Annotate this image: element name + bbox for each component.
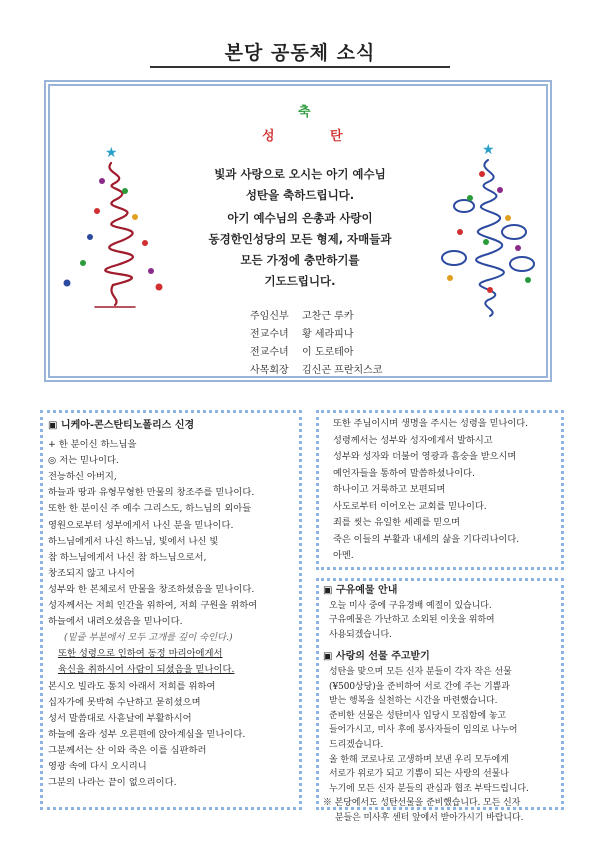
offering-line: 오늘 미사 중에 구유경배 예절이 있습니다.	[329, 600, 492, 611]
creed-line: 성부와 성자와 더불어 영광과 흠숭을 받으시며	[333, 451, 517, 462]
creed-line: 성부와 한 본체로서 만물을 창조하셨음을 믿나이다.	[48, 583, 255, 595]
signature-name: 황 세라피나	[302, 329, 354, 340]
creed-line: 죽은 이들의 부활과 내세의 삶을 기다리나이다.	[333, 533, 520, 545]
offering-line: 구유예물은 가난하고 소외된 이웃을 위하여	[329, 615, 495, 626]
creed-line: + 한 분이신 하느님을	[48, 439, 137, 451]
creed-line: 영원으로부터 성부에게서 나신 분을 믿나이다.	[48, 519, 234, 531]
gift-line: 성탄을 맞으며 모든 신자 분들이 각자 작은 선물	[329, 666, 512, 677]
svg-text:★: ★	[105, 145, 118, 161]
signature-name: 이 도로테아	[302, 347, 354, 358]
gift-heading: ▣ 사랑의 선물 주고받기	[323, 651, 430, 663]
creed-line: 하느님에게서 나신 하느님, 빛에서 나신 빛	[48, 535, 219, 547]
greeting-paragraph-2	[160, 208, 440, 292]
creed-line: 성서 말씀대로 사흗날에 부활하시어	[48, 712, 192, 724]
creed-line: 창조되지 않고 나시어	[48, 567, 135, 579]
creed-line: 예언자들을 통하여 말씀하셨나이다.	[333, 467, 475, 479]
gift-line: 준비한 선물은 성탄미사 입당시 모집함에 놓고	[329, 710, 506, 721]
christmas-tree-red-icon	[55, 145, 175, 315]
signature-name: 고찬근 루카	[302, 311, 354, 322]
greeting-line: 동경한인성당의 모든 형제, 자매들과	[208, 232, 392, 246]
svg-text:★: ★	[482, 142, 495, 158]
signature-block	[250, 308, 382, 380]
christmas-tree-blue-icon	[430, 140, 545, 320]
signature-row	[250, 362, 382, 380]
creed-content	[48, 418, 298, 791]
headline-top: 축	[298, 105, 311, 120]
creed-line: 본시오 빌라도 통치 아래서 저희를 위하여	[48, 680, 216, 692]
creed-line: 하늘에 올라 성부 오른편에 앉아계심을 믿나이다.	[48, 728, 246, 740]
creed-note: (밑줄 부분에서 모두 고개를 깊이 숙인다.)	[64, 632, 233, 644]
creed-line: 참 하느님에게서 나신 참 하느님으로서,	[48, 551, 207, 563]
headline-left: 성	[262, 129, 275, 144]
signature-row	[250, 326, 382, 344]
creed-line: 또한 주님이시며 생명을 주시는 성령을 믿나이다.	[333, 418, 529, 429]
creed-line-underlined: 육신을 취하시어 사람이 되셨음을 믿나이다.	[58, 664, 235, 676]
greeting-paragraph-1	[160, 164, 440, 206]
greeting-line: 기도드립니다.	[264, 274, 336, 288]
signature-name: 김신곤 프란치스코	[302, 365, 383, 376]
signature-role: 전교수녀	[250, 347, 289, 358]
creed-line-underlined: 또한 성령으로 인하여 동정 마리아에게서	[58, 648, 223, 660]
creed-line: 죄를 씻는 유일한 세례를 믿으며	[333, 517, 461, 528]
signature-role: 사목회장	[250, 365, 289, 376]
signature-role: 전교수녀	[250, 329, 289, 340]
page-title: 본당 공동체 소식	[224, 42, 376, 64]
creed-line: 아멘.	[333, 550, 354, 561]
offering-line: 사용되겠습니다.	[329, 629, 392, 640]
creed-line: 그분의 나라는 끝이 없으리이다.	[48, 777, 177, 789]
creed-line: 성령께서는 성부와 성자에게서 발하시고	[333, 434, 493, 446]
creed-line: 또한 한 분이신 주 예수 그리스도, 하느님의 외아들	[48, 503, 252, 515]
creed-heading: ▣ 니케아-콘스탄티노폴리스 신경	[48, 420, 195, 431]
creed-line: 전능하신 아버지,	[48, 471, 117, 483]
gift-line: 들어가시고, 미사 후에 봉사자들이 임의로 나누어	[329, 725, 518, 736]
creed-line: 사도로부터 이어오는 교회를 믿나이다.	[333, 500, 487, 512]
gift-footnote: ※ 본당에서도 성탄선물을 준비했습니다. 모든 신자	[323, 798, 521, 809]
title-divider	[150, 66, 450, 68]
gift-line: 누기에 모든 신자 분들의 관심과 협조 부탁드립니다.	[329, 783, 529, 794]
gift-line: 올 한해 코로나로 고생하며 보낸 우리 모두에게	[329, 754, 509, 765]
notices-content	[323, 584, 561, 826]
signature-row	[250, 344, 382, 362]
signature-role: 주임신부	[250, 311, 289, 322]
greeting-line: 빛과 사랑으로 오시는 아기 예수님	[214, 167, 386, 181]
creed-line: 하늘에서 내려오셨음을 믿나이다.	[48, 616, 183, 628]
creed-line: 그분께서는 산 이와 죽은 이를 심판하러	[48, 744, 207, 756]
gift-line: 드리겠습니다.	[329, 739, 384, 750]
creed-line: ◎ 저는 믿나이다.	[48, 455, 119, 467]
headline-right: 탄	[330, 129, 343, 144]
greeting-line: 성탄을 축하드립니다.	[245, 188, 355, 202]
gift-line: (¥500상당)을 준비하여 서로 간에 주는 기쁨과	[329, 681, 510, 692]
offering-heading: ▣ 구유예물 안내	[323, 585, 398, 596]
signature-row	[250, 308, 382, 326]
gift-footnote: 분들은 미사후 센터 앞에서 받아가시기 바랍니다.	[335, 812, 524, 823]
creed-line: 영광 속에 다시 오시리니	[48, 760, 147, 772]
greeting-line: 모든 가정에 충만하기를	[240, 253, 360, 267]
gift-line: 받는 행복을 실천하는 시간을 마련했습니다.	[329, 696, 498, 707]
creed-line: 하나이고 거룩하고 보편되며	[333, 484, 446, 495]
creed-line: 하늘과 땅과 유형무형한 만물의 창조주를 믿나이다.	[48, 487, 255, 499]
gift-line: 서로가 위로가 되고 기쁨이 되는 사랑의 선물나	[329, 769, 509, 780]
creed-line: 성자께서는 저희 인간을 위하여, 저희 구원을 위하여	[48, 600, 258, 612]
greeting-line: 아기 예수님의 은총과 사랑이	[227, 211, 373, 225]
creed-continued-content	[333, 416, 561, 565]
creed-line: 십자가에 못박혀 수난하고 묻히셨으며	[48, 696, 201, 708]
